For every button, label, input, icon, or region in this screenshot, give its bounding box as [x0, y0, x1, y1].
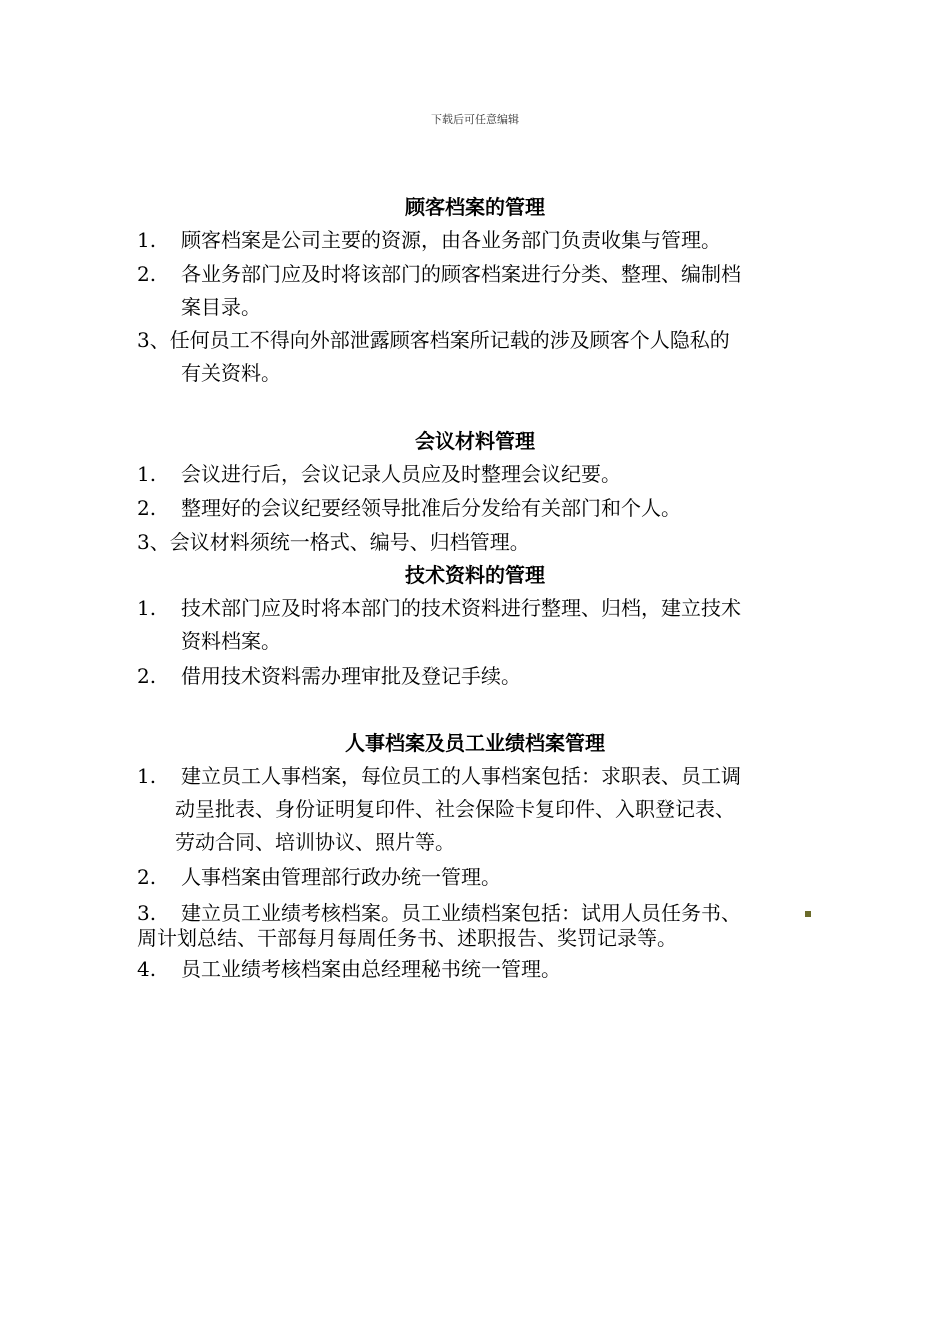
item-text-line: 会议材料须统一格式、编号、归档管理。: [169, 530, 530, 554]
item-number: 1.: [137, 228, 157, 252]
section-title-meeting-materials: 会议材料管理: [415, 429, 535, 453]
header-note: 下载后可任意编辑: [431, 113, 519, 126]
item-text-line: 会议进行后，会议记录人员应及时整理会议纪要。: [181, 462, 621, 486]
list-item: [137, 592, 817, 658]
list-item: [137, 953, 817, 986]
item-number: 1.: [137, 462, 157, 486]
item-text-line: 周计划总结、干部每月每周任务书、述职报告、奖罚记录等。: [137, 926, 677, 950]
list-item: [137, 324, 817, 390]
section-title-technical-materials: 技术资料的管理: [405, 563, 545, 587]
item-number: 2.: [137, 865, 157, 889]
edit-marker-icon: [805, 911, 811, 917]
item-number: 3.: [137, 901, 157, 925]
list-item: [137, 901, 817, 951]
item-number: 4.: [137, 957, 157, 981]
item-number: 3、: [137, 530, 170, 554]
list-item: [137, 760, 817, 859]
item-text-line: 有关资料。: [181, 361, 281, 385]
item-text-line: 借用技术资料需办理审批及登记手续。: [181, 664, 521, 688]
item-text-line: 建立员工人事档案，每位员工的人事档案包括：求职表、员工调: [181, 764, 741, 788]
list-item: [137, 492, 817, 525]
item-text-line: 人事档案由管理部行政办统一管理。: [181, 865, 501, 889]
list-item: [137, 458, 817, 491]
list-item: [137, 224, 817, 257]
list-item: [137, 660, 817, 693]
item-text-line: 资料档案。: [181, 629, 281, 653]
item-text-line: 动呈批表、身份证明复印件、社会保险卡复印件、入职登记表、: [175, 797, 735, 821]
item-number: 1.: [137, 764, 157, 788]
item-number: 3、: [137, 328, 170, 352]
item-text-line: 员工业绩考核档案由总经理秘书统一管理。: [181, 957, 561, 981]
item-text-line: 劳动合同、培训协议、照片等。: [175, 830, 455, 854]
item-text-line: 任何员工不得向外部泄露顾客档案所记载的涉及顾客个人隐私的: [169, 328, 730, 352]
item-number: 2.: [137, 664, 157, 688]
item-text-line: 案目录。: [181, 295, 261, 319]
item-text-line: 各业务部门应及时将该部门的顾客档案进行分类、整理、编制档: [181, 262, 741, 286]
item-number: 2.: [137, 496, 157, 520]
item-number: 2.: [137, 262, 157, 286]
list-item: [137, 258, 817, 324]
item-number: 1.: [137, 596, 157, 620]
item-text-line: 技术部门应及时将本部门的技术资料进行整理、归档，建立技术: [181, 596, 741, 620]
list-item: [137, 526, 817, 559]
section-title-personnel-archives: 人事档案及员工业绩档案管理: [345, 731, 605, 755]
item-text-line: 建立员工业绩考核档案。员工业绩档案包括：试用人员任务书、: [181, 901, 741, 925]
section-title-customer-archives: 顾客档案的管理: [405, 195, 545, 219]
item-text-line: 顾客档案是公司主要的资源，由各业务部门负责收集与管理。: [181, 228, 721, 252]
item-text-line: 整理好的会议纪要经领导批准后分发给有关部门和个人。: [181, 496, 681, 520]
list-item: [137, 861, 817, 894]
